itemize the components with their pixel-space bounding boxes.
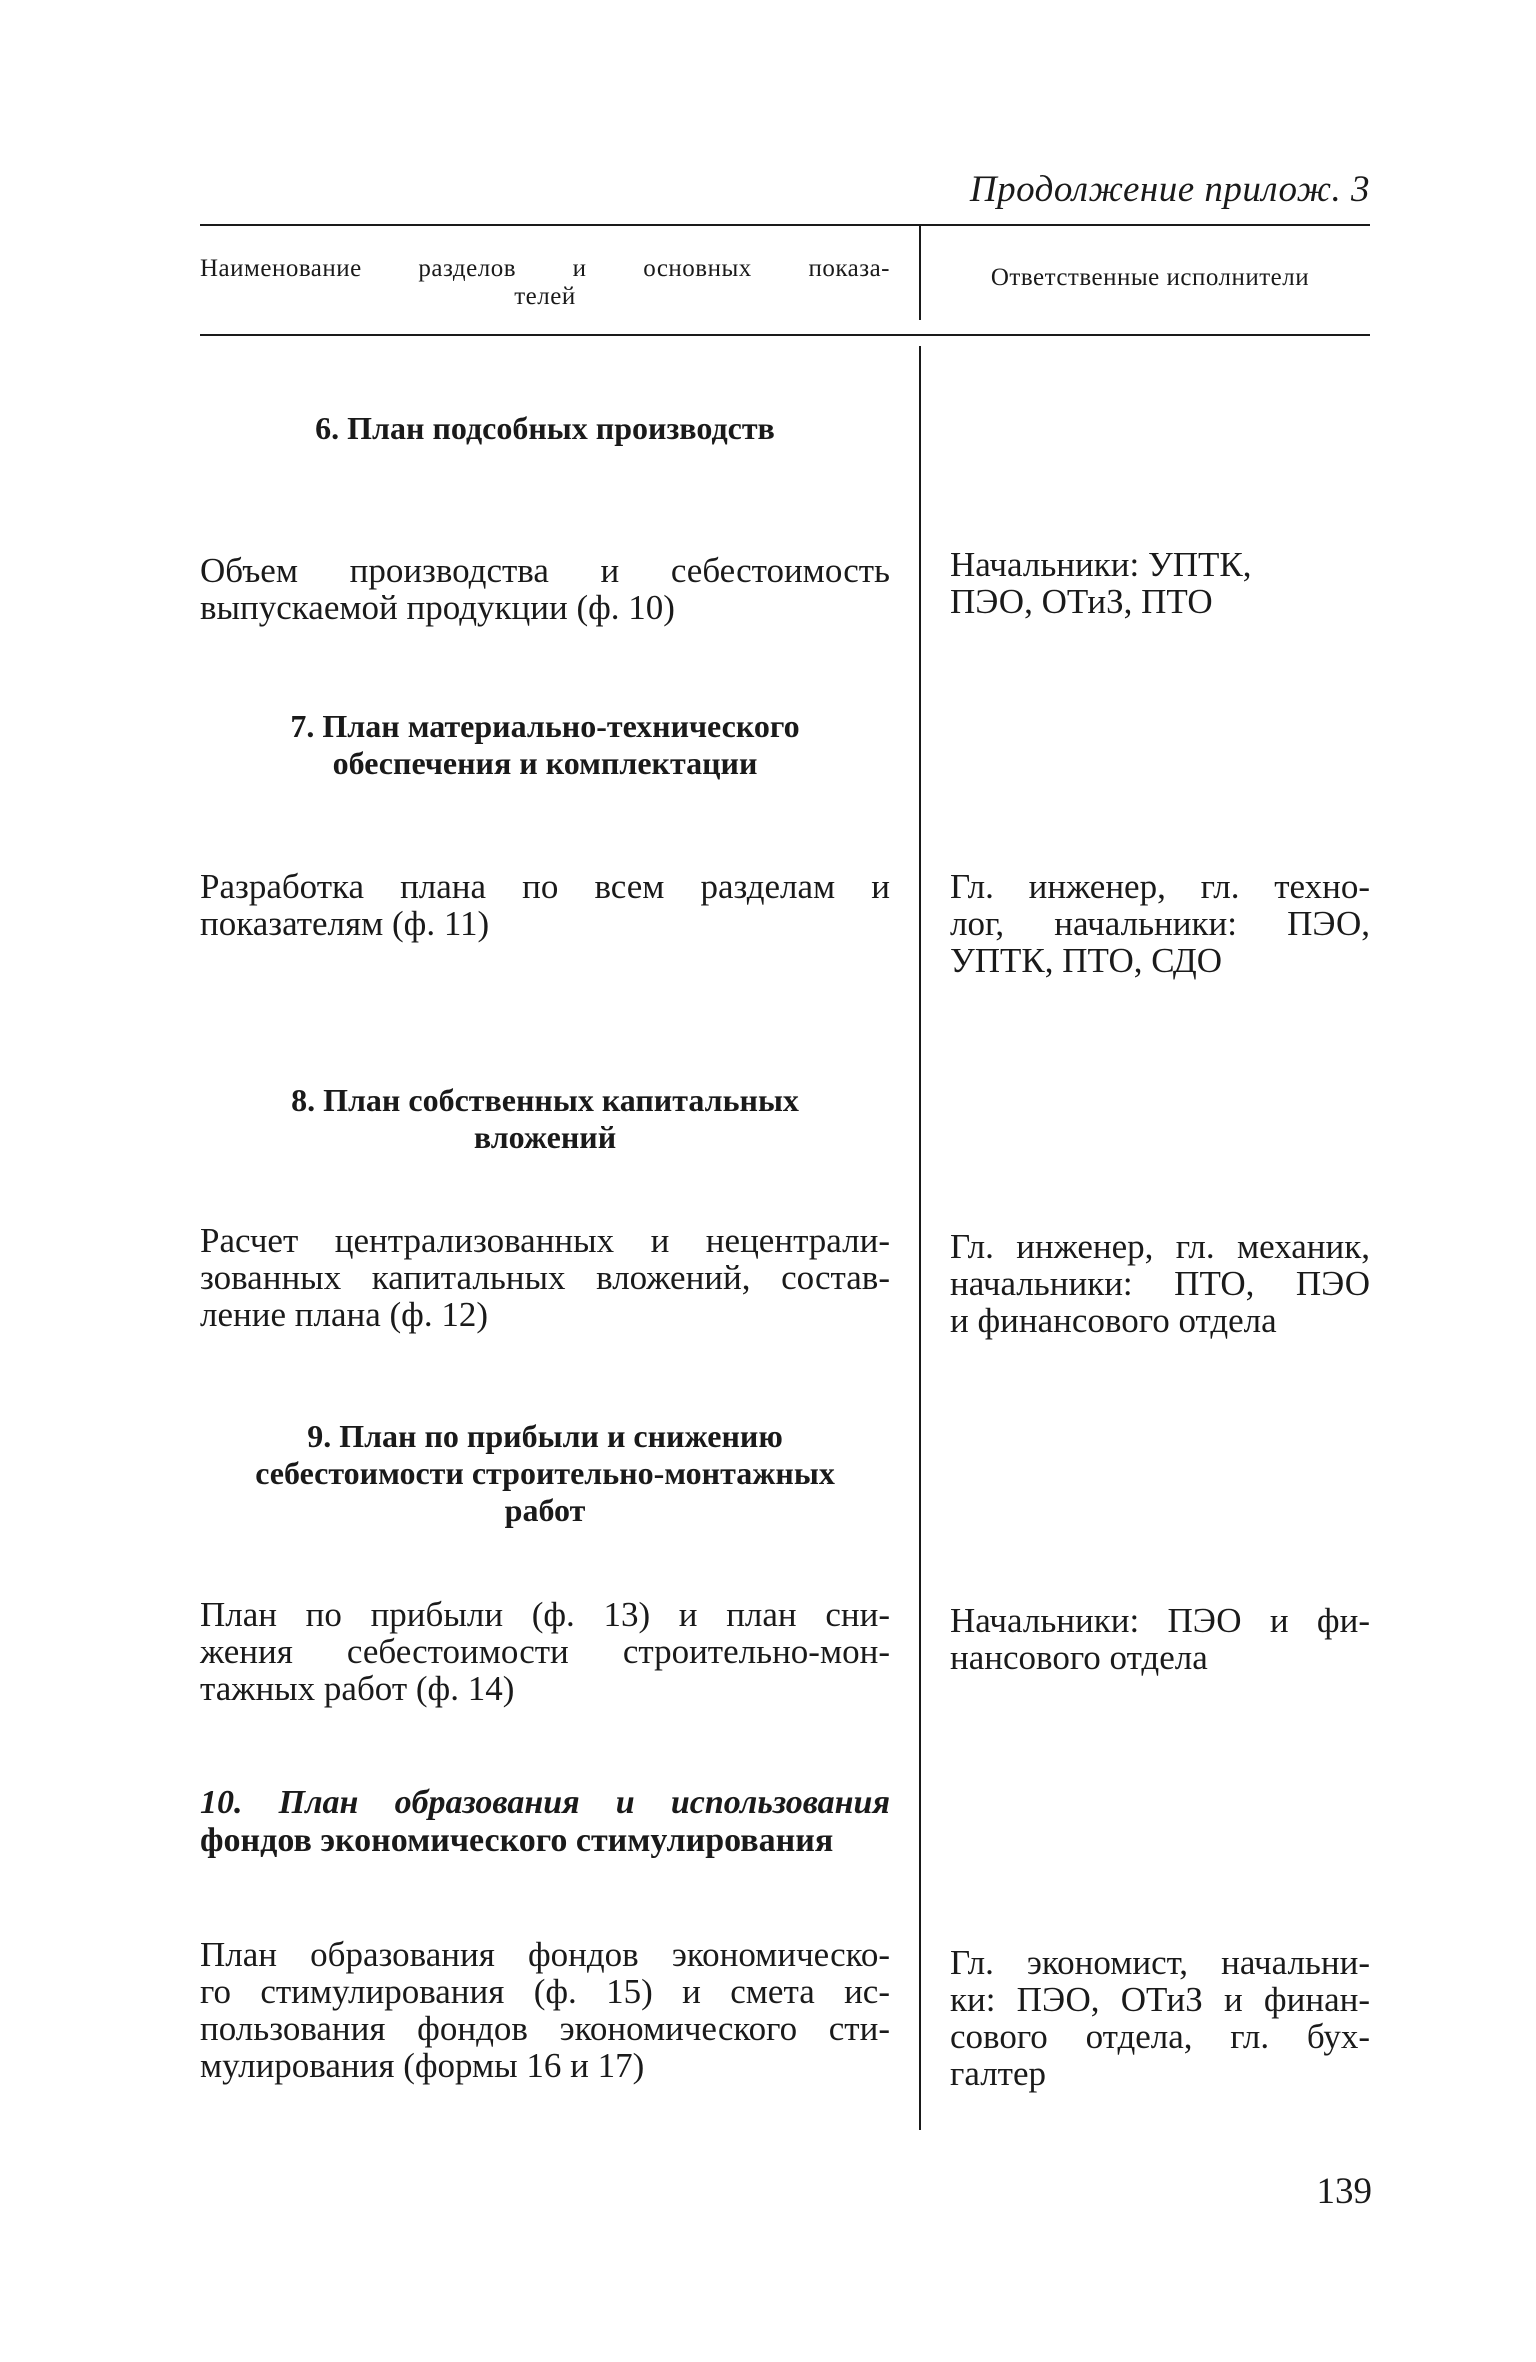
table-top-rule [200, 224, 1370, 226]
section-title-8: 8. План собственных капитальных вложений [291, 1082, 799, 1155]
page-number: 139 [1316, 2171, 1372, 2212]
column-divider-body [919, 346, 921, 2130]
responsible-text-7: Гл. инженер, гл. техно- лог, начальники: ПЭО, УПТК, ПТО, СДО [950, 867, 1370, 980]
task-text-6: Объем производства и себестоимость выпускаемой продукции (ф. 10) [200, 551, 890, 627]
responsible-text-10: Гл. экономист, начальни- ки: ПЭО, ОТиЗ и финан- сового отдела, гл. бух- галтер [950, 1943, 1370, 2093]
task-text-8: Расчет централизованных и нецентрали- зованных капитальных вложений, состав- ление плана (ф. 12) [200, 1221, 890, 1334]
responsible-text-9: Начальники: ПЭО и фи- нансового отдела [950, 1601, 1370, 1677]
section-title-7: 7. План материально-технического обеспечения и комплектации [290, 708, 800, 781]
section-title-9: 9. План по прибыли и снижению себестоимости строительно-монтажных работ [255, 1418, 835, 1528]
continuation-note: Продолжение прилож. 3 [969, 169, 1370, 210]
task-text-10: План образования фондов экономическо- го стимулирования (ф. 15) и смета ис- пользования фондов экономического сти- мулирования (формы 16 и 17) [200, 1935, 890, 2085]
column-header-sections: Наименование разделов и основных показа- телей [200, 255, 890, 310]
task-text-7: Разработка плана по всем разделам и показателям (ф. 11) [200, 867, 890, 943]
column-header-responsible: Ответственные исполнители [990, 264, 1310, 291]
responsible-text-6: Начальники: УПТК, ПЭО, ОТиЗ, ПТО [950, 545, 1252, 621]
table-header-rule [200, 334, 1370, 336]
section-title-10: 10. План образования и использования фондов экономического стимулирования [200, 1784, 890, 1859]
column-divider-header [919, 224, 921, 320]
task-text-9: План по прибыли (ф. 13) и план сни- жения себестоимости строительно-мон- тажных работ (ф. 14) [200, 1595, 890, 1708]
section-title-6: 6. План подсобных производств [315, 410, 775, 446]
responsible-text-8: Гл. инженер, гл. механик, начальники: ПТО, ПЭО и финансового отдела [950, 1227, 1370, 1340]
